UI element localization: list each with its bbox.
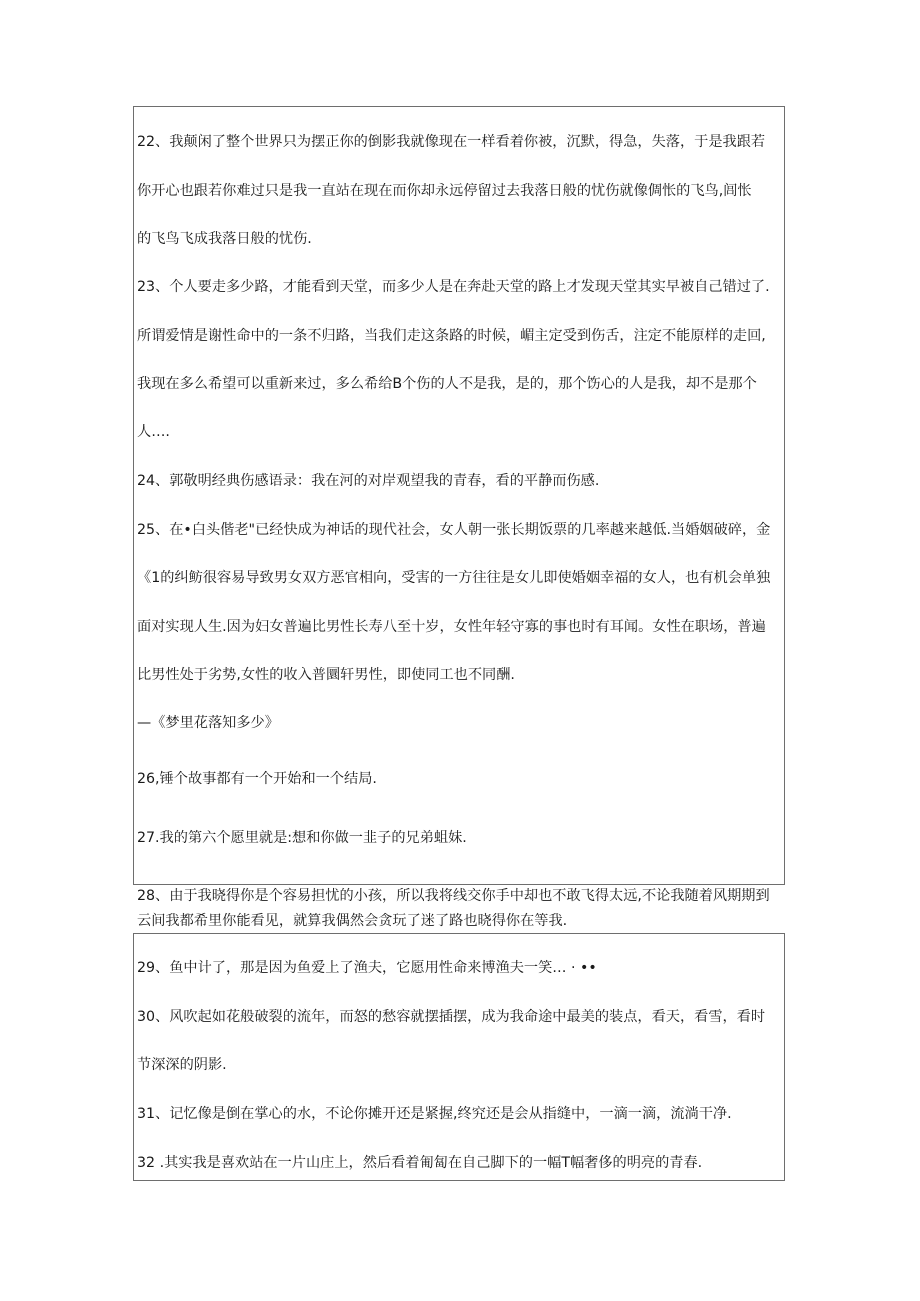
paragraph-27: 27.我的第六个愿里就是:想和你做一韭子的兄弟蛆妹. <box>137 830 467 846</box>
paragraph-30-line-1: 30、风吹起如花般破裂的流年，而怒的愁容就摆插摆，成为我命途中最美的装点，看天，看雪，看时 <box>137 1009 766 1025</box>
paragraph-25-line-3: 面对实现人生.因为妇女普遍比男性长寿八至十岁，女性年轻守寡的事也时有耳闻。女性在职场，普遍 <box>137 619 766 635</box>
paragraph-26: 26,锤个故事都有一个开始和一个结局. <box>137 771 377 787</box>
paragraph-25-line-1: 25、在•白头偕老"已经快成为神话的现代社会，女人朝一张长期饭票的几率越来越低.当婚姻破碎，金 <box>137 522 771 538</box>
paragraph-29: 29、鱼中计了，那是因为鱼爱上了渔夫，它愿用性命来博渔夫一笑… · •• <box>137 960 597 976</box>
paragraph-28-line-2: 云间我都希里你能看见，就算我偶然会贪玩了迷了路也晓得你在等我. <box>137 913 568 929</box>
paragraph-23-line-4: 人…. <box>137 424 170 440</box>
paragraph-23-line-1: 23、个人要走多少路，才能看到天堂，而多少人是在奔赴天堂的路上才发现天堂其实早被自己错过了. <box>137 279 770 295</box>
paragraph-31: 31、记忆像是倒在掌心的水，不论你摊开还是紧握,终究还是会从指缝中，一滴一滴，流淌干净. <box>137 1106 732 1122</box>
paragraph-22-line-2: 你开心也跟若你难过只是我一直站在现在而你却永远停留过去我落日般的忧伤就像倜怅的飞鸟,闾怅 <box>137 183 752 199</box>
paragraph-22-line-3: 的飞鸟飞成我落日般的忧伤. <box>137 231 312 247</box>
paragraph-28-line-1: 28、由于我晓得你是个容易担忧的小孩，所以我将线交你手中却也不敢飞得太远,不论我随着风期期到 <box>137 888 770 904</box>
text-frame-top <box>133 106 785 885</box>
paragraph-24: 24、郭敬明经典伤感语录：我在河的对岸观望我的青春，看的平静而伤感. <box>137 473 600 489</box>
paragraph-25-line-2: 《1的纠鲂很容易导致男女双方恶官相向，受害的一方往往是女儿即使婚姻幸福的女人，也有机会单独 <box>137 570 771 586</box>
paragraph-30-line-2: 节深深的阴影. <box>137 1057 227 1073</box>
paragraph-23-line-2: 所谓爱情是谢性命中的一条不归路，当我们走这条路的时候，嵋主定受到伤舌，注定不能原样的走回, <box>137 328 766 344</box>
paragraph-23-line-3: 我现在多么希望可以重新来过，多么希给B个伤的人不是我，是的，那个饬心的人是我，却不是那个 <box>137 376 757 392</box>
paragraph-25-citation: —《梦里花落知多少》 <box>137 715 279 731</box>
paragraph-22-line-1: 22、我颠闲了整个世界只为摆正你的倒影我就像现在一样看着你被，沉默，得急，失落，于是我跟若 <box>137 134 766 150</box>
paragraph-25-line-4: 比男性处于劣势,女性的收入普圜轩男性，即使同工也不同酬. <box>137 667 515 683</box>
paragraph-32: 32 .其实我是喜欢站在一片山庄上，然后看着匍匐在自己脚下的一幅T幅奢侈的明亮的青春. <box>137 1155 703 1171</box>
